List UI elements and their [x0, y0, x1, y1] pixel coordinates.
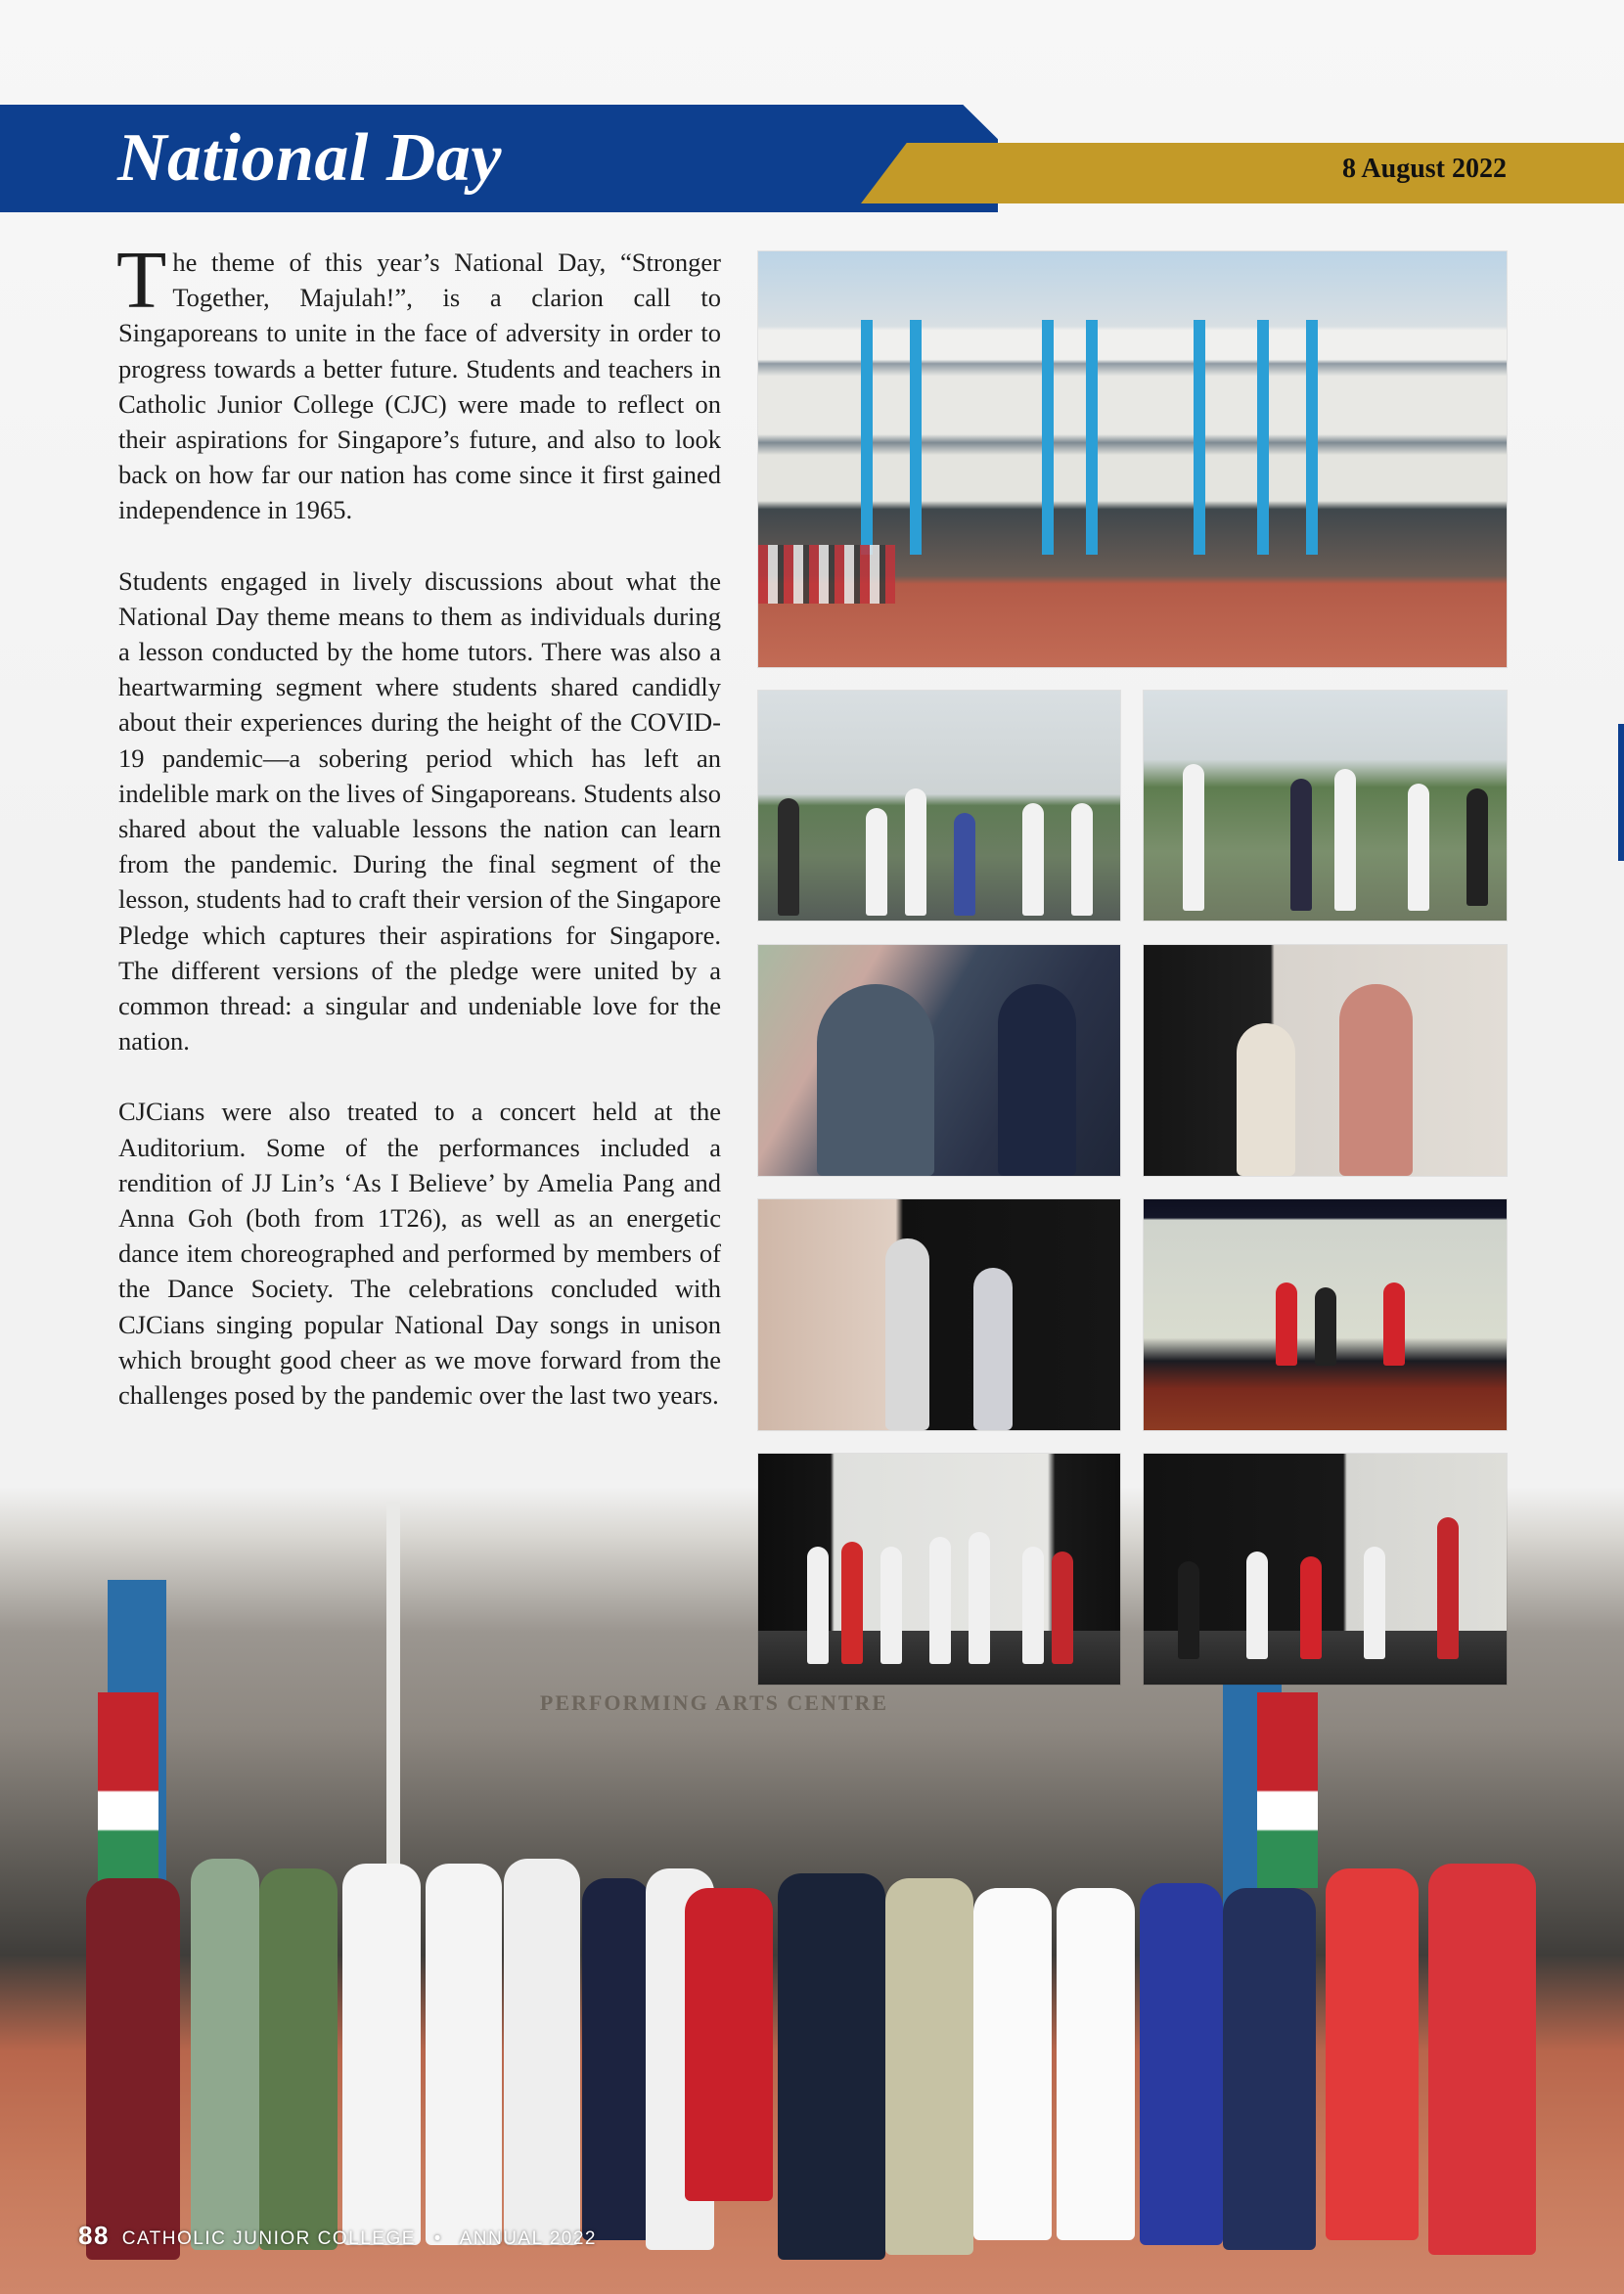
person — [1052, 1552, 1073, 1664]
person — [1339, 984, 1413, 1176]
person — [1057, 1888, 1135, 2240]
person — [1276, 1282, 1297, 1366]
footer-separator: • — [433, 2228, 442, 2249]
person — [905, 788, 926, 916]
dance-photo-2 — [1144, 1454, 1507, 1685]
person — [191, 1859, 259, 2250]
person — [1334, 769, 1356, 911]
person — [1237, 1023, 1295, 1176]
person — [1022, 1547, 1044, 1664]
person — [504, 1859, 580, 2245]
person — [1183, 764, 1204, 911]
person — [778, 1873, 885, 2260]
person — [929, 1537, 951, 1664]
person — [426, 1864, 502, 2245]
person — [885, 1878, 973, 2255]
person — [1408, 784, 1429, 911]
flag-pole — [386, 1502, 400, 1873]
parade-photo-2 — [1144, 691, 1507, 921]
person — [1466, 788, 1488, 906]
person — [582, 1878, 651, 2240]
person — [1178, 1561, 1199, 1659]
page-title: National Day — [117, 120, 502, 196]
paragraph-3: CJCians were also treated to a concert held at the Auditorium. Some of the performances included a rendition of JJ Lin’s ‘As I Believe’ by Amelia Pang and Anna Goh (both from 1T26), as well as an energetic dance item choreographed and performed by members of the Dance Society. The celebrations concluded with CJCians singing popular National Day songs in unison which brought good cheer as we move forward from the challenges posed by the pandemic over the last two years. — [118, 1097, 721, 1411]
pillar — [1306, 320, 1318, 555]
person — [1223, 1888, 1316, 2250]
paragraph-1-text: he theme of this year’s National Day, “Stronger Together, Majulah!”, is a clarion call to Singaporeans to unite in the face of adversity in order to progress towards a better future. Students and teachers in Catholic Junior College (CJC) were made to reflect on their aspirations for Singapore’s future, and also to look back on how far our nation has come since it first gained independence in 1965. — [118, 247, 721, 525]
students-crowd — [758, 545, 895, 604]
person — [817, 984, 934, 1176]
person — [866, 808, 887, 916]
person — [969, 1532, 990, 1664]
person — [1437, 1517, 1459, 1659]
emcees-photo — [1144, 945, 1507, 1176]
stage-photo — [1144, 1199, 1507, 1430]
pillar — [910, 320, 922, 555]
dance-photo-1 — [758, 1454, 1120, 1685]
school-name: CATHOLIC JUNIOR COLLEGE — [121, 2228, 416, 2249]
uniformed-students-photo — [758, 945, 1120, 1176]
publication-name: ANNUAL 2022 — [459, 2228, 597, 2249]
person — [1428, 1864, 1536, 2255]
paragraph-1 — [116, 235, 721, 528]
person — [885, 1238, 929, 1430]
person — [841, 1542, 863, 1664]
page-footer — [78, 2221, 597, 2251]
person — [1022, 803, 1044, 916]
person — [1364, 1547, 1385, 1659]
person — [1326, 1868, 1419, 2240]
person — [998, 984, 1076, 1176]
courtyard-photo — [758, 251, 1507, 667]
person — [1140, 1883, 1223, 2245]
person — [86, 1878, 180, 2260]
person — [1071, 803, 1093, 916]
person — [807, 1547, 829, 1664]
person — [954, 813, 975, 916]
pillar — [1042, 320, 1054, 555]
person — [973, 1888, 1052, 2240]
person — [1246, 1552, 1268, 1659]
page-number: 88 — [78, 2221, 110, 2250]
paragraph-2: Students engaged in lively discussions about what the National Day theme means to them as individuals during a lesson conducted by the home tutors. There was also a heartwarming segment where students shared candidly about their experiences during the height of the COVID-19 pandemic—a sobering period which has left an indelible mark on the lives of Singaporeans. Students also shared about the valuable lessons the nation can learn from the pandemic. During the final segment of the lesson, students had to craft their version of the Singapore Pledge which captures their aspirations for Singapore. The different versions of the pledge were united by a common thread: a singular and undeniable love for the nation. — [118, 565, 721, 1057]
person — [259, 1868, 338, 2250]
page-edge-tab — [1618, 724, 1624, 861]
building-sign: PERFORMING ARTS CENTRE — [539, 1690, 889, 1715]
person — [1300, 1556, 1322, 1659]
pillar — [1257, 320, 1269, 555]
person — [778, 798, 799, 916]
person — [342, 1864, 421, 2245]
person — [1315, 1287, 1336, 1366]
person — [880, 1547, 902, 1664]
singing-performance-photo — [758, 1199, 1120, 1430]
flag-banner-right — [1257, 1692, 1318, 1888]
person — [973, 1268, 1013, 1430]
pillar — [861, 320, 873, 555]
article-body — [116, 235, 721, 1448]
date-banner — [861, 143, 1624, 203]
person — [1290, 779, 1312, 911]
pillar — [1086, 320, 1098, 555]
drop-cap: T — [116, 235, 167, 326]
pillar — [1194, 320, 1205, 555]
person — [685, 1888, 773, 2201]
flag-banner-left — [98, 1692, 158, 1888]
parade-photo-1 — [758, 691, 1120, 921]
person — [1383, 1282, 1405, 1366]
event-date: 8 August 2022 — [1341, 154, 1507, 184]
